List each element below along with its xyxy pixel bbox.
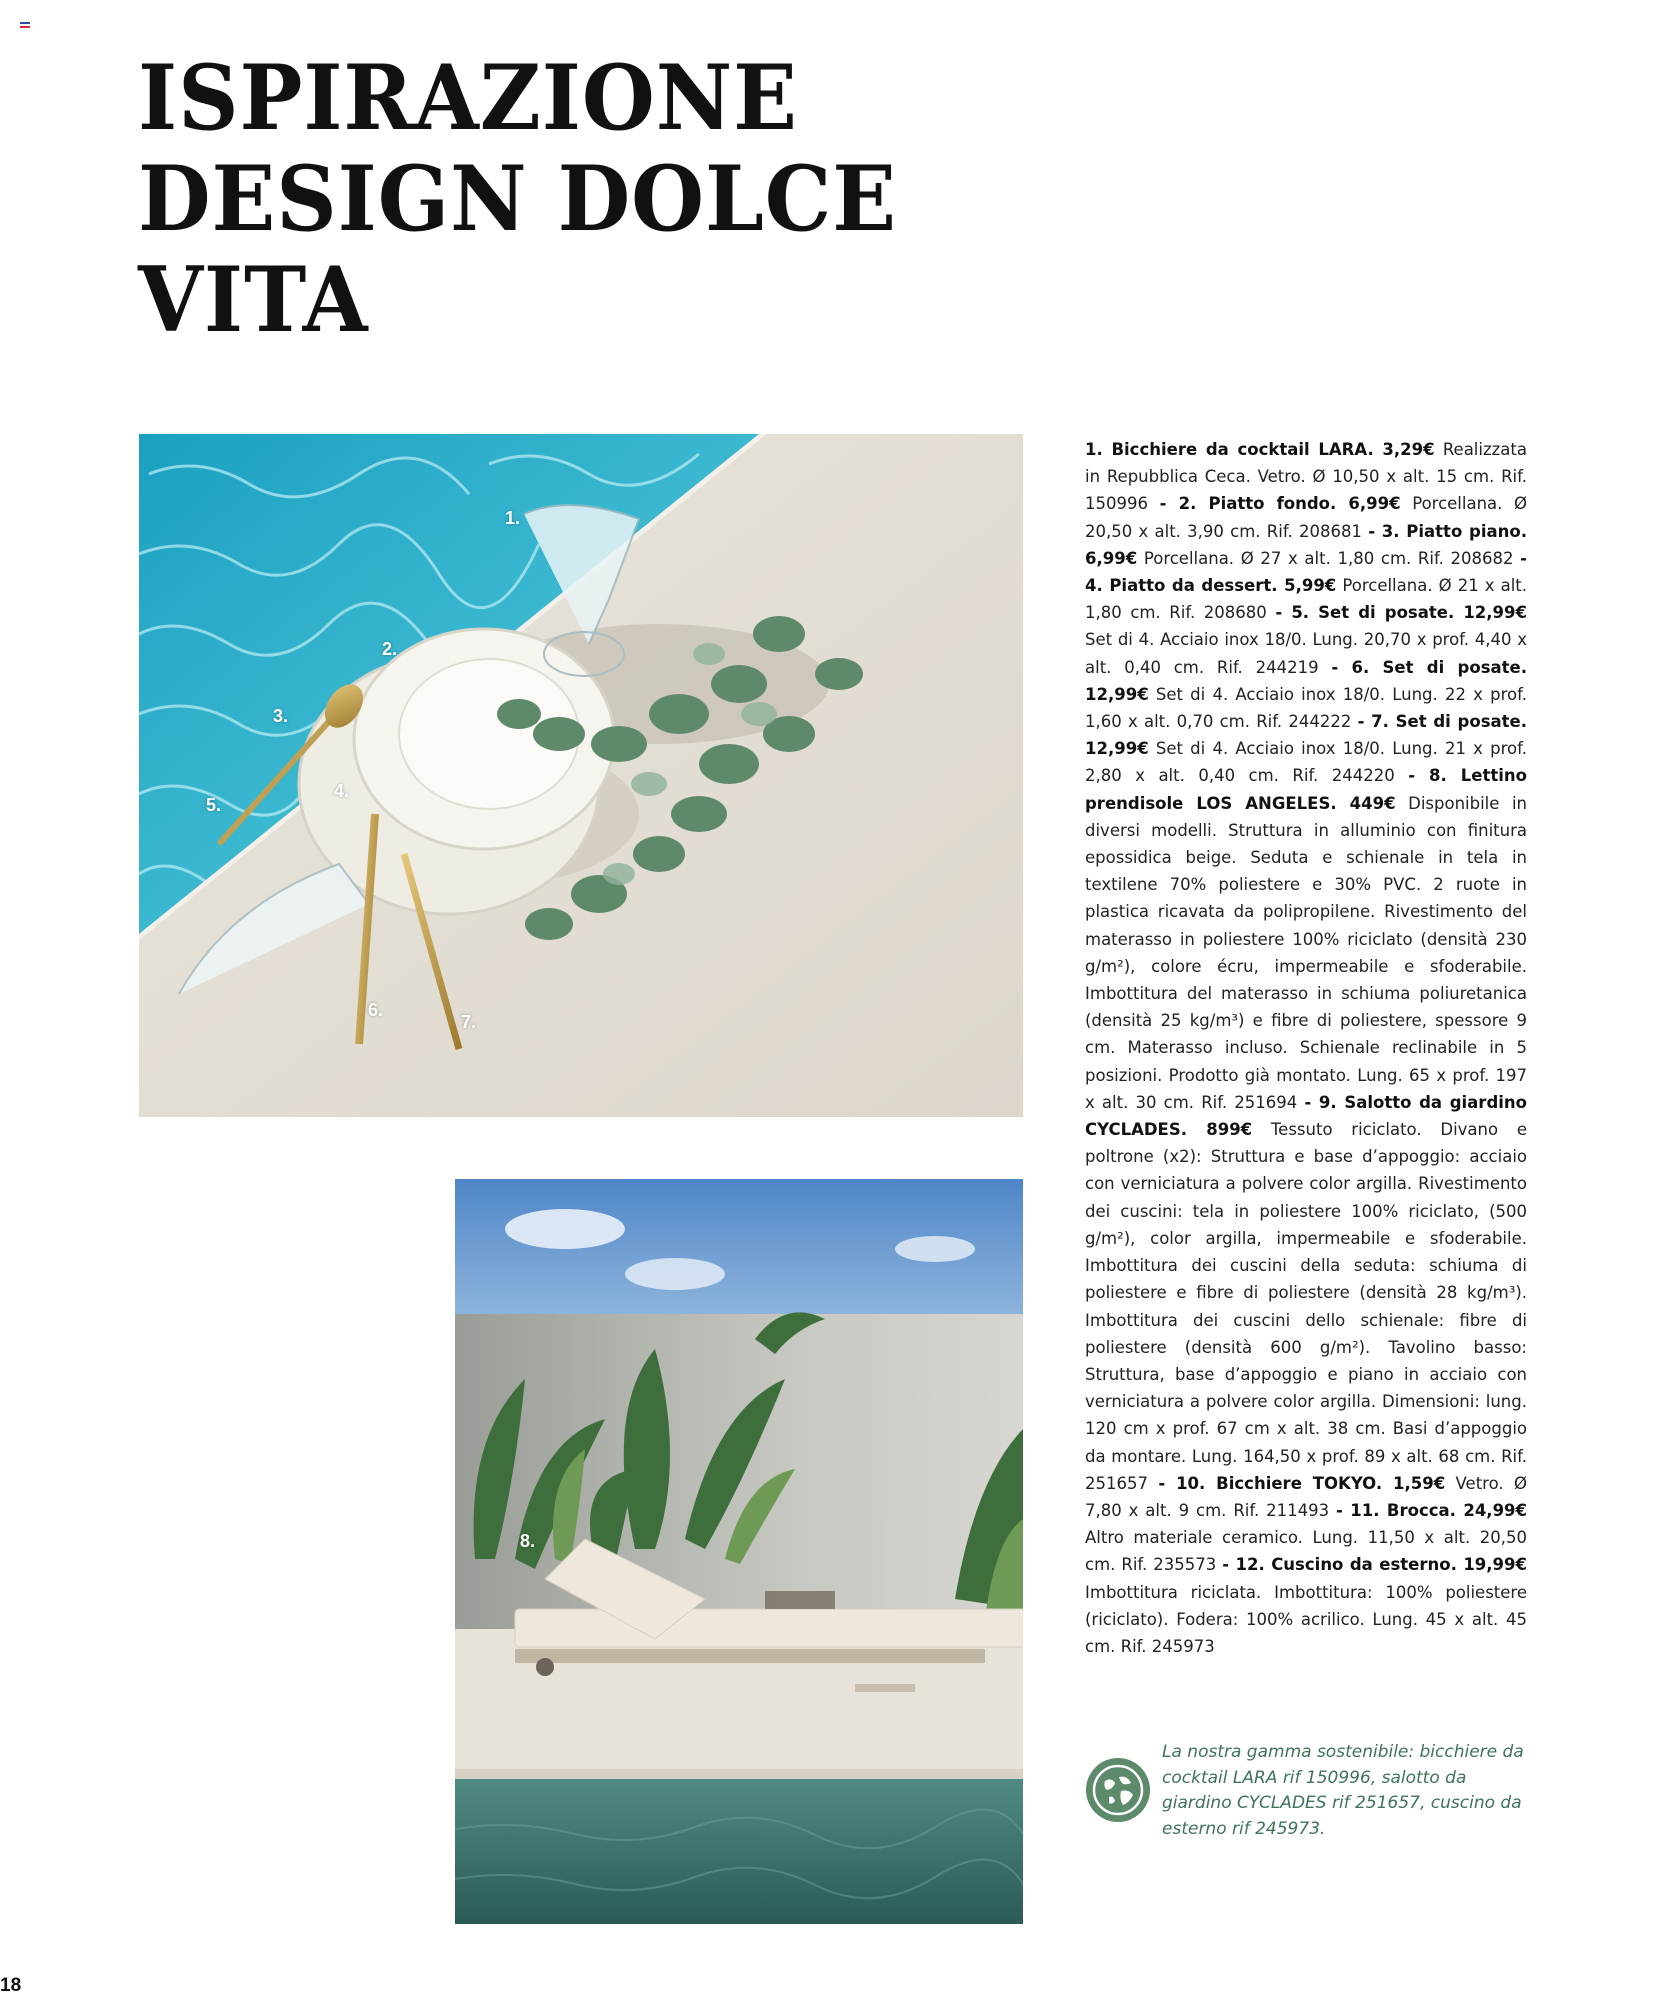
page-number: 18 <box>0 1975 22 1996</box>
product-heading: - 8. Lettino prendisole LOS ANGELES. 449€ <box>1085 766 1527 813</box>
callout-label: 8. <box>520 1531 536 1551</box>
sustainability-note <box>1085 1740 1530 1840</box>
product-heading: - 3. Piatto piano. 6,99€ <box>1085 521 1527 568</box>
lounger-photo <box>455 1179 1023 1924</box>
title-line-1: ISPIRAZIONE <box>138 45 798 151</box>
product-details: Porcellana. Ø 20,50 x alt. 3,90 cm. Rif. 208681 <box>1085 494 1528 541</box>
product-heading: - 4. Piatto da dessert. 5,99€ <box>1085 548 1527 596</box>
sustainability-text: La nostra gamma sostenibile: bicchiere da cocktail LARA rif 150996, salotto da giardino CYCLADES rif 251657, cuscino da esterno rif 245973. <box>1162 1742 1524 1839</box>
globe-icon <box>1085 1757 1151 1823</box>
product-heading: - 11. Brocca. 24,99€ <box>1336 1500 1528 1520</box>
product-description <box>1085 436 1527 1660</box>
product-details: Set di 4. Acciaio inox 18/0. Lung. 22 x prof. 1,60 x alt. 0,70 cm. Rif. 244222 <box>1085 684 1527 732</box>
product-heading: - 9. Salotto da giardino CYCLADES. 899€ <box>1085 1092 1527 1140</box>
callout-label: 6. <box>368 1000 384 1020</box>
product-details: Imbottitura riciclata. Imbottitura: 100% poliestere (riciclato). Fodera: 100% acrilico. Lung. 45 x alt. 45 cm. Rif. 245973 <box>1085 1582 1527 1656</box>
product-details: Altro materiale ceramico. Lung. 11,50 x alt. 20,50 cm. Rif. 235573 <box>1085 1528 1527 1575</box>
page-title <box>138 45 898 353</box>
callout-label: 2. <box>382 639 398 659</box>
title-line-2: DESIGN DOLCE <box>138 146 898 252</box>
product-details: Realizzata in Repubblica Ceca. Vetro. Ø 10,50 x alt. 15 cm. Rif. 150996 <box>1085 440 1527 514</box>
product-details: Set di 4. Acciaio inox 18/0. Lung. 20,70 x prof. 4,40 x alt. 0,40 cm. Rif. 244219 <box>1085 630 1527 677</box>
product-details: Porcellana. Ø 27 x alt. 1,80 cm. Rif. 208682 <box>1137 548 1521 568</box>
product-details: Porcellana. Ø 21 x alt. 1,80 cm. Rif. 208680 <box>1085 576 1528 623</box>
product-heading: - 10. Bicchiere TOKYO. 1,59€ <box>1158 1473 1446 1493</box>
callout-label: 4. <box>334 781 350 801</box>
product-heading: - 7. Set di posate. 12,99€ <box>1085 712 1527 759</box>
product-details: Disponibile in diversi modelli. Struttura in alluminio con finitura epossidica beige. Seduta e schienale in tela in textilene 70% poliestere e 30% PVC. 2 ruote in plastica ricavata da polipropilene. Rivestimento del materasso in poliestere 100% riciclato (densità 230 g/m²), colore écru, impermeabile e sfoderabile. Imbottitura del materasso in schiuma poliuretanica (densità 25 kg/m³) e fibre di poliestere, spessore 9 cm. Materasso incluso. Schienale reclinabile in 5 posizioni. Prodotto già montato. Lung. 65 x prof. 197 x alt. 30 cm. Rif. 251694 <box>1085 793 1527 1112</box>
tableware-photo <box>139 434 1023 1117</box>
product-heading: - 6. Set di posate. 12,99€ <box>1085 657 1527 704</box>
product-heading: - 5. Set di posate. 12,99€ <box>1275 603 1527 623</box>
brand-flag-mark <box>20 22 30 28</box>
product-details: Vetro. Ø 7,80 x alt. 9 cm. Rif. 211493 <box>1085 1473 1527 1520</box>
callout-label: 7. <box>461 1012 477 1032</box>
product-heading: 1. Bicchiere da cocktail LARA. 3,29€ <box>1085 440 1435 459</box>
product-heading: - 12. Cuscino da esterno. 19,99€ <box>1222 1555 1527 1575</box>
product-details: Set di 4. Acciaio inox 18/0. Lung. 21 x prof. 2,80 x alt. 0,40 cm. Rif. 244220 <box>1085 739 1527 786</box>
callout-label: 3. <box>273 706 289 726</box>
product-heading: - 2. Piatto fondo. 6,99€ <box>1159 494 1401 514</box>
product-details: Tessuto riciclato. Divano e poltrone (x2): Struttura e base d’appoggio: acciaio con verniciatura a polvere color argilla. Rivestimento dei cuscini: tela in poliestere 100% riciclato, (500 g/m²), color argilla, impermeabile e sfoderabile. Imbottitura dei cuscini della seduta: schiuma di poliestere e fibre di poliestere (densità 28 kg/m³). Imbottitura dei cuscini dello schienale: fibre di poliestere (densità 600 g/m²). Tavolino basso: Struttura, base d’appoggio e piano in acciaio con verniciatura a polvere color argilla. Dimensioni: lung. 120 cm x prof. 67 cm x alt. 38 cm. Basi d’appoggio da montare. Lung. 164,50 x prof. 89 x alt. 68 cm. Rif. 251657 <box>1085 1120 1527 1493</box>
title-line-3: VITA <box>138 247 369 353</box>
callout-label: 1. <box>505 508 521 528</box>
callout-label: 5. <box>206 795 222 815</box>
